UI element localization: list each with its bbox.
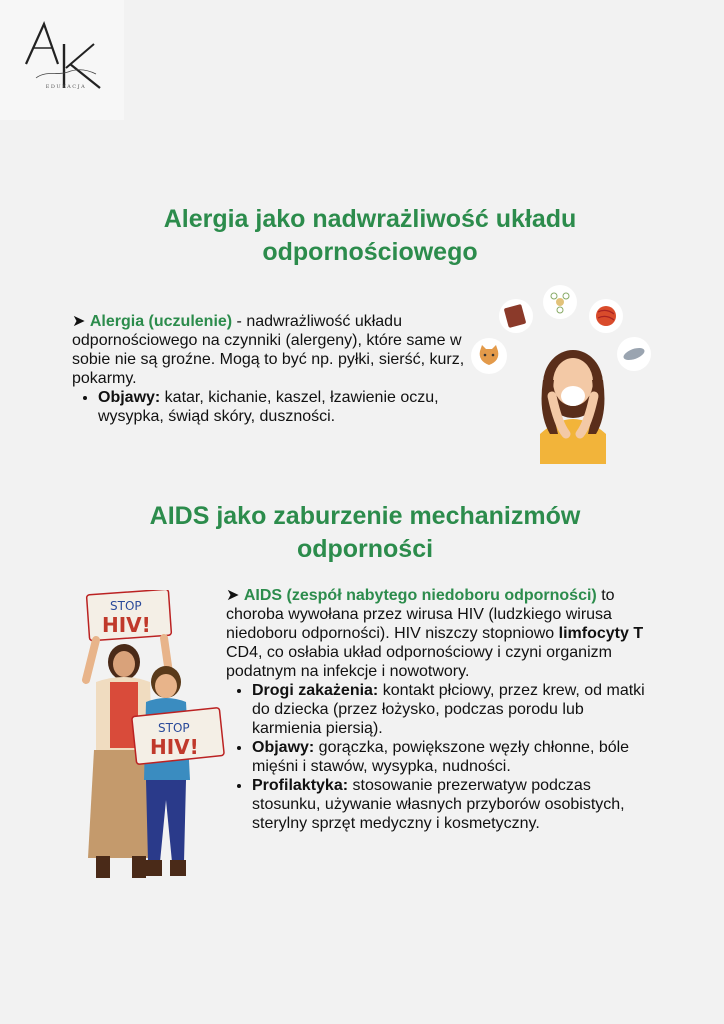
sign-stop-text: STOP	[110, 599, 142, 613]
list-item	[252, 681, 646, 738]
section-heading-aids: AIDS jako zaburzenie mechanizmów odporności	[149, 502, 581, 563]
aids-definition-text: to choroba wywołana przez wirusa HIV (ludzkiego wirusa niedoboru odporności). HIV niszczy stopniowo	[226, 587, 615, 642]
bullet-label: Drogi zakażenia:	[252, 682, 379, 699]
bullet-text: katar, kichanie, kaszel, łzawienie oczu, wysypka, świąd skóry, duszności.	[98, 389, 439, 425]
list-item	[252, 738, 646, 776]
aids-bold-term: limfocyty T	[558, 625, 644, 642]
aids-bullet-list	[226, 681, 646, 833]
section-heading-allergy: Alergia jako nadwrażliwość układu odpornościowego	[163, 205, 577, 266]
logo-subtitle: EDUKACJA	[45, 84, 87, 90]
sign-stop-text-2: STOP	[158, 721, 190, 735]
aids-definition-text-end: CD4, co osłabia układ odpornościowy i czyni organizm podatnym na infekcje i nowotwory.	[226, 644, 612, 680]
arrow-icon: ➤	[72, 313, 86, 330]
allergy-sneezing-girl-illustration	[488, 284, 658, 464]
bullet-label: Objawy:	[252, 739, 315, 756]
aids-text-block	[226, 586, 646, 833]
allergy-bullet-list	[72, 388, 472, 426]
logo	[0, 0, 124, 120]
allergy-term: Alergia (uczulenie)	[89, 313, 233, 330]
arrow-icon: ➤	[226, 587, 240, 604]
logo-monogram	[22, 18, 112, 90]
aids-definition	[226, 586, 646, 681]
list-item	[98, 388, 472, 426]
bullet-text: stosowanie prezerwatyw podczas stosunku, używanie własnych przyborów osobistych, sterylny sprzęt medyczny i kosmetyczny.	[252, 777, 625, 832]
stop-hiv-protesters-illustration	[66, 590, 226, 886]
bullet-text: gorączka, powiększone węzły chłonne, bóle mięśni i stawów, wysypka, nudności.	[252, 739, 630, 775]
allergy-text-block	[72, 312, 472, 426]
cat-allergen-icon	[470, 337, 508, 375]
aids-term: AIDS (zespół nabytego niedoboru odporności)	[243, 587, 597, 604]
sign-hiv-text-2: HIV!	[150, 735, 199, 759]
sign-hiv-text: HIV!	[102, 613, 151, 637]
bullet-label: Profilaktyka:	[252, 777, 349, 794]
list-item	[252, 776, 646, 833]
allergy-definition	[72, 312, 472, 388]
allergy-definition-text: - nadwrażliwość układu odpornościowego na czynniki (alergeny), które same w sobie nie są groźne. Mogą to być np. pyłki, sierść, kurz, pokarmy.	[72, 313, 465, 387]
bullet-text: kontakt płciowy, przez krew, od matki do dziecka (przez łożysko, podczas porodu lub karmienia piersią).	[252, 682, 645, 737]
bullet-label: Objawy:	[98, 389, 161, 406]
